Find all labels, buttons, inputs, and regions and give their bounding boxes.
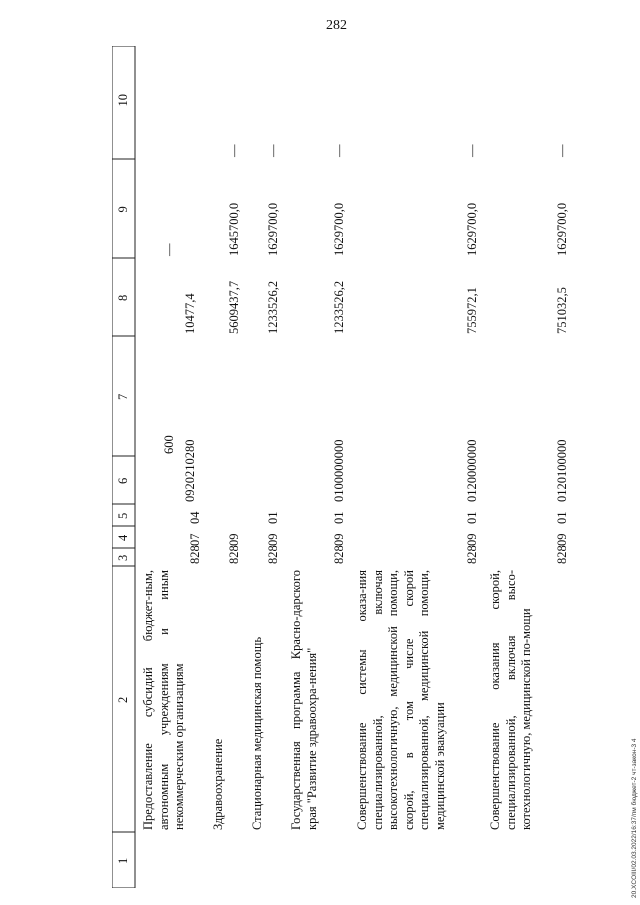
column-header-5: 5 (116, 512, 130, 519)
column-header-3: 3 (116, 554, 130, 561)
cell-c6: 0120000000 (465, 439, 479, 502)
cell-c10: — (465, 144, 479, 157)
cell-c10: — (332, 144, 346, 157)
cell-c5: 01 (555, 511, 569, 524)
cell-c9: 1645700,0 (227, 202, 241, 256)
column-header-2: 2 (116, 696, 130, 703)
cell-c3: 828 (555, 545, 569, 564)
cell-c7: 600 (162, 435, 176, 454)
cell-c4: 09 (266, 533, 280, 546)
cell-c10: — (266, 144, 280, 157)
cell-c5: 01 (332, 511, 346, 524)
row-name: Стационарная медицинская помощь (250, 636, 264, 830)
budget-table (112, 46, 572, 888)
cell-c8: 5609437,7 (227, 280, 241, 334)
column-header-8: 8 (116, 294, 130, 301)
cell-c3: 828 (266, 545, 280, 564)
cell-c9: 1629700,0 (465, 202, 479, 256)
cell-c10: — (555, 144, 569, 157)
cell-c9: 1629700,0 (332, 202, 346, 256)
column-header-7: 7 (116, 393, 130, 400)
row-name: Государственная программа Красно-дарского края "Развитие здравоохра-нения" (289, 570, 319, 830)
cell-c10: — (227, 144, 241, 157)
stamp-text: 20.XCOIII/02.03.2022/16:37/пм бюджет-2 чт-закон-3 4 (631, 738, 638, 898)
cell-c6: 0920210280 (183, 439, 197, 502)
column-header-1: 1 (116, 857, 130, 864)
cell-c9: 1629700,0 (555, 202, 569, 256)
cell-c3: 828 (188, 545, 202, 564)
cell-c4: 09 (332, 533, 346, 546)
cell-c4: 09 (465, 533, 479, 546)
column-header-9: 9 (116, 206, 130, 213)
row-name: Предоставление субсидий бюджет-ным, автономным учреждениям и иным некоммерческим организациям (141, 570, 186, 830)
cell-c6: 0120100000 (555, 439, 569, 502)
cell-c9: 1629700,0 (266, 202, 280, 256)
cell-c3: 828 (465, 545, 479, 564)
row-name: Здравоохранение (211, 738, 225, 830)
row-name: Совершенствование оказания скорой, специализированной, включая высо-котехнологичную, медицинской по-мощи (488, 570, 533, 830)
cell-c8: 10477,4 (183, 293, 197, 334)
cell-c9: — (162, 243, 176, 256)
cell-c4: 09 (227, 533, 241, 546)
cell-c6: 0100000000 (332, 439, 346, 502)
cell-c5: 01 (266, 511, 280, 524)
cell-c8: 1233526,2 (266, 280, 280, 334)
footer-stamp (615, 40, 640, 900)
column-header-4: 4 (116, 534, 130, 541)
cell-c8: 751032,5 (555, 287, 569, 334)
cell-c5: 01 (465, 511, 479, 524)
page-number: 282 (326, 18, 347, 33)
cell-c8: 755972,1 (465, 287, 479, 334)
column-header-6: 6 (116, 477, 130, 484)
column-header-10: 10 (116, 94, 130, 107)
cell-c3: 828 (332, 545, 346, 564)
row-name: Совершенствование системы оказа-ния специализированной, включая высокотехнологичную, медицинской помощи, скорой, в том числе скорой специализированной, медицинской помощи, медицинской эвакуации (355, 570, 447, 830)
cell-c5: 04 (188, 511, 202, 524)
cell-c8: 1233526,2 (332, 280, 346, 334)
cell-c4: 09 (555, 533, 569, 546)
cell-c3: 828 (227, 545, 241, 564)
cell-c4: 07 (188, 533, 202, 546)
